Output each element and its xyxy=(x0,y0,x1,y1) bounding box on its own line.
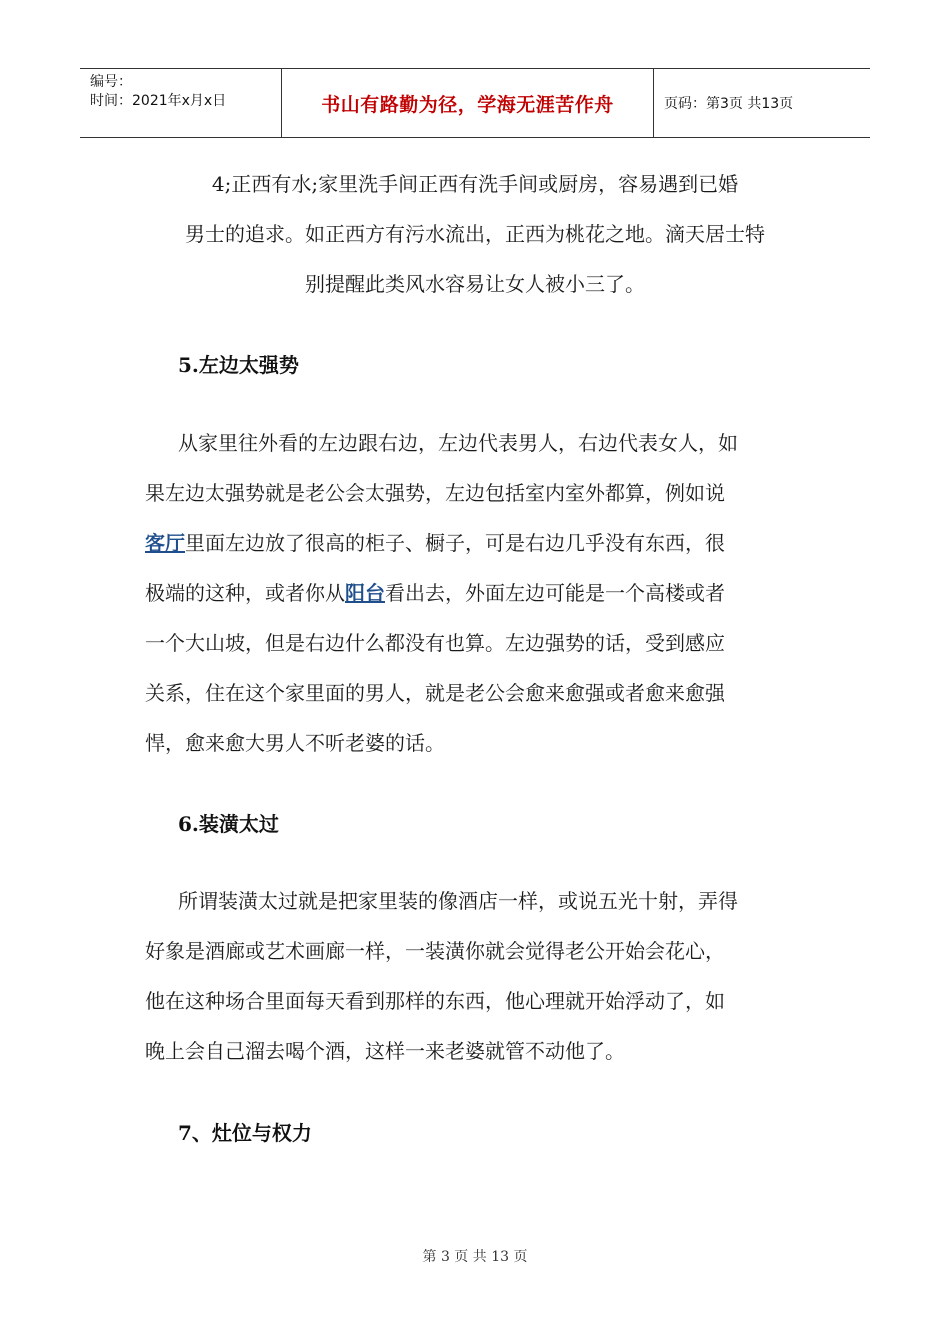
paragraph-line xyxy=(145,568,805,618)
section5-paragraph xyxy=(145,418,805,768)
paragraph-line: 他在这种场合里面每天看到那样的东西，他心理就开始浮动了，如 xyxy=(145,989,725,1013)
section5-heading: 5.左边太强势 xyxy=(178,353,299,377)
paragraph-line: 果左边太强势就是老公会太强势，左边包括室内室外都算，例如说 xyxy=(145,481,725,505)
motto-text: 书山有路勤为径，学海无涯苦作舟 xyxy=(321,93,614,116)
link-yangtai[interactable]: 阳台 xyxy=(345,581,385,605)
section6-paragraph xyxy=(145,876,805,1076)
page-number-cell xyxy=(654,69,870,137)
link-keting[interactable]: 客厅 xyxy=(145,531,185,555)
paragraph-line: 别提醒此类风水容易让女人被小三了。 xyxy=(305,272,645,296)
page-label: 页码：第3页 共13页 xyxy=(664,96,794,112)
section4-paragraph xyxy=(145,159,805,309)
paragraph-line: 好象是酒廊或艺术画廊一样，一装潢你就会觉得老公开始会花心， xyxy=(145,939,725,963)
header-info-cell xyxy=(80,69,282,137)
number-label: 编号： xyxy=(90,74,132,90)
paragraph-line: 4;正西有水;家里洗手间正西有洗手间或厨房，容易遇到已婚 xyxy=(211,172,739,196)
paragraph-line: 晚上会自己溜去喝个酒，这样一来老婆就管不动他了。 xyxy=(145,1039,625,1063)
page-header xyxy=(80,68,870,138)
paragraph-line xyxy=(145,518,805,568)
time-label: 时间：2021年x月x日 xyxy=(90,93,227,109)
paragraph-line: 一个大山坡，但是右边什么都没有也算。左边强势的话，受到感应 xyxy=(145,631,725,655)
paragraph-line: 从家里往外看的左边跟右边，左边代表男人，右边代表女人，如 xyxy=(178,431,738,455)
paragraph-line: 悍，愈来愈大男人不听老婆的话。 xyxy=(145,731,445,755)
paragraph-line: 男士的追求。如正西方有污水流出，正西为桃花之地。滴天居士特 xyxy=(185,222,765,246)
section6-heading: 6.装潢太过 xyxy=(178,812,279,836)
section7-heading: 7、灶位与权力 xyxy=(178,1121,312,1145)
line-text: 看出去，外面左边可能是一个高楼或者 xyxy=(385,581,725,605)
paragraph-line: 关系，住在这个家里面的男人，就是老公会愈来愈强或者愈来愈强 xyxy=(145,681,725,705)
page-footer: 第 3 页 共 13 页 xyxy=(422,1249,528,1265)
line-text: 极端的这种，或者你从 xyxy=(145,581,345,605)
paragraph-line: 所谓装潢太过就是把家里装的像酒店一样，或说五光十射，弄得 xyxy=(178,889,738,913)
motto-cell xyxy=(282,69,654,137)
line-text: 里面左边放了很高的柜子、橱子，可是右边几乎没有东西，很 xyxy=(185,531,725,555)
